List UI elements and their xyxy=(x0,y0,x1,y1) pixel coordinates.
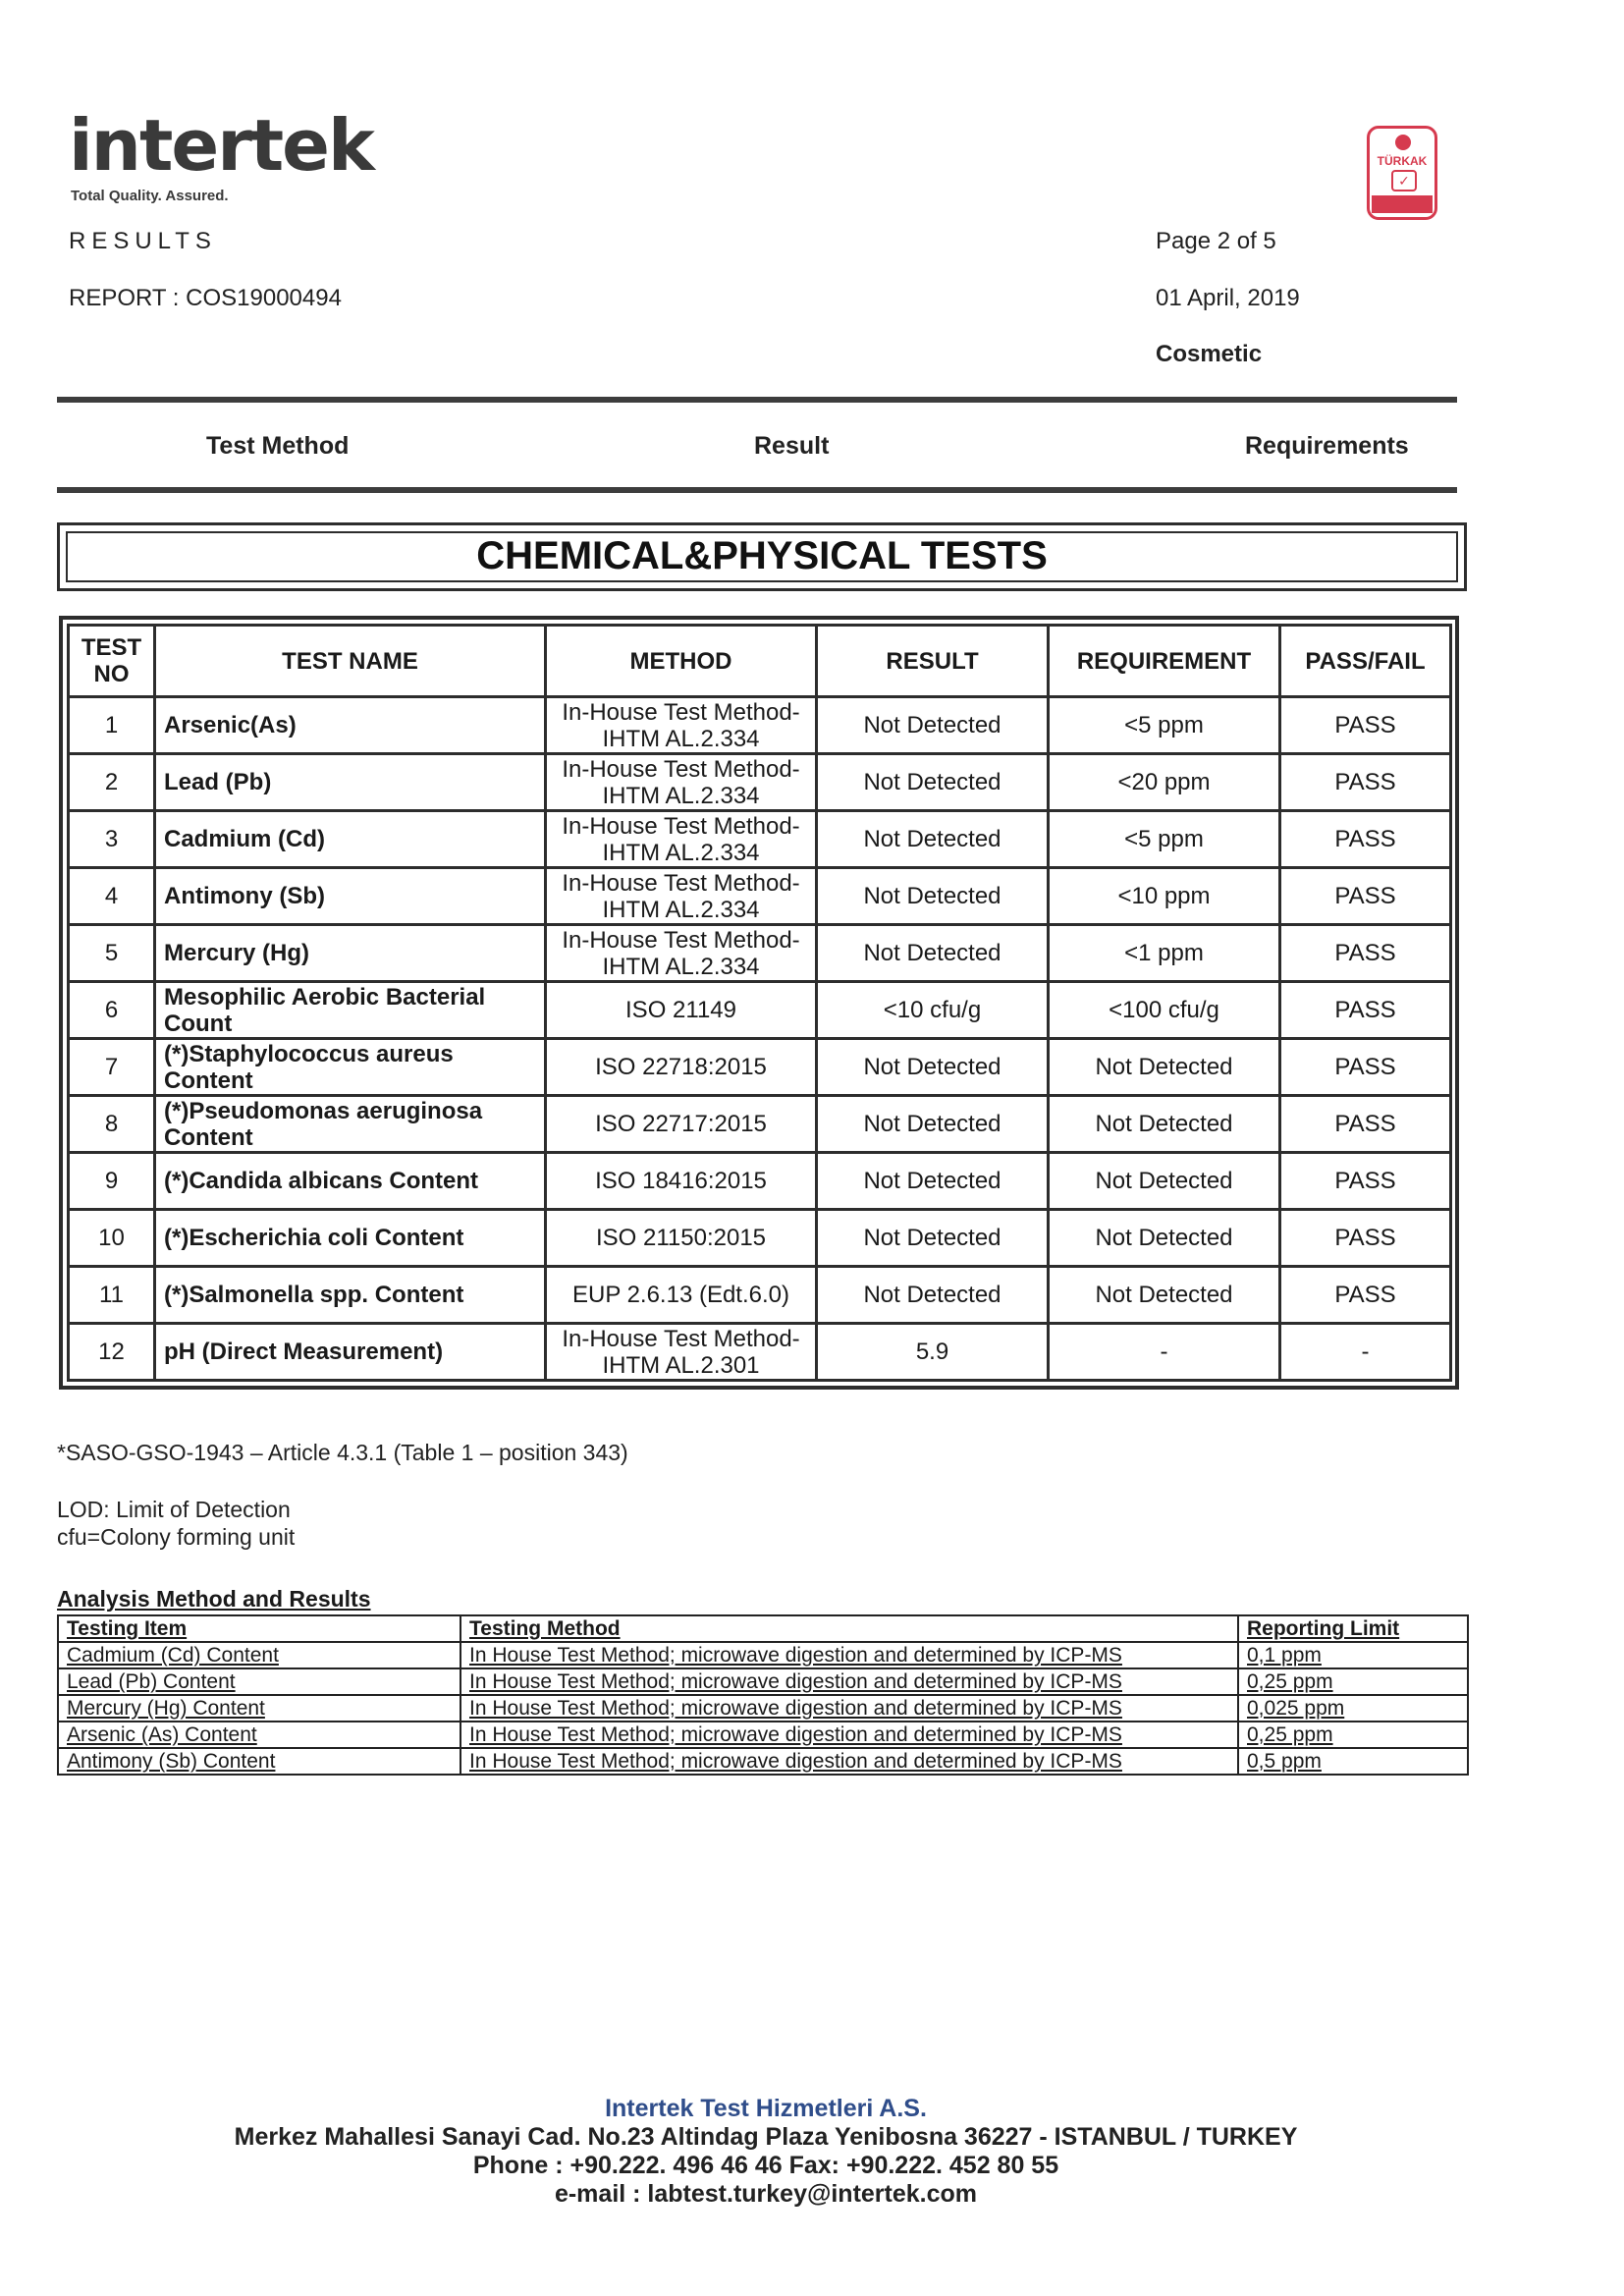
table-row xyxy=(69,1039,1451,1096)
test-no: 8 xyxy=(69,1096,155,1153)
testing-method: In House Test Method; microwave digestion and determined by ICP-MS xyxy=(460,1642,1238,1668)
test-name: Lead (Pb) xyxy=(155,754,546,811)
header-pass-fail: PASS/FAIL xyxy=(1280,626,1451,697)
col-head-test-method: Test Method xyxy=(206,432,350,460)
testing-item: Mercury (Hg) Content xyxy=(58,1695,460,1722)
header-testing-method: Testing Method xyxy=(460,1615,1238,1642)
header-result: RESULT xyxy=(817,626,1049,697)
test-result: Not Detected xyxy=(817,925,1049,982)
results-table xyxy=(67,624,1452,1382)
reporting-limit: 0,5 ppm xyxy=(1238,1748,1468,1775)
testing-item: Lead (Pb) Content xyxy=(58,1668,460,1695)
analysis-table xyxy=(57,1614,1469,1776)
test-pass-fail: PASS xyxy=(1280,925,1451,982)
results-table-frame xyxy=(59,616,1459,1390)
page-indicator: Page 2 of 5 xyxy=(1156,228,1276,254)
crescent-icon xyxy=(1395,135,1411,150)
reporting-limit: 0,25 ppm xyxy=(1238,1722,1468,1748)
reporting-limit: 0,1 ppm xyxy=(1238,1642,1468,1668)
table-row xyxy=(69,925,1451,982)
header-requirement: REQUIREMENT xyxy=(1049,626,1280,697)
table-row xyxy=(58,1748,1468,1775)
test-name: Arsenic(As) xyxy=(155,697,546,754)
footer-company: Intertek Test Hizmetleri A.S. xyxy=(605,2095,927,2122)
accreditation-mark xyxy=(1367,126,1437,220)
test-no: 11 xyxy=(69,1267,155,1324)
table-row xyxy=(69,754,1451,811)
report-category: Cosmetic xyxy=(1156,341,1263,367)
test-no: 10 xyxy=(69,1210,155,1267)
test-method: In-House Test Method-IHTM AL.2.334 xyxy=(546,697,817,754)
table-row xyxy=(69,1267,1451,1324)
table-row xyxy=(58,1722,1468,1748)
test-method: In-House Test Method-IHTM AL.2.334 xyxy=(546,754,817,811)
test-name: (*)Candida albicans Content xyxy=(155,1153,546,1210)
test-pass-fail: PASS xyxy=(1280,982,1451,1039)
test-name: (*)Staphylococcus aureus Content xyxy=(155,1039,546,1096)
footer-email[interactable]: e-mail : labtest.turkey@intertek.com xyxy=(554,2180,978,2208)
table-row xyxy=(58,1695,1468,1722)
header-method: METHOD xyxy=(546,626,817,697)
table-row xyxy=(69,1324,1451,1381)
test-result: Not Detected xyxy=(817,1210,1049,1267)
header-divider-bottom xyxy=(57,487,1457,493)
logo-tagline: Total Quality. Assured. xyxy=(71,188,229,204)
test-requirement: Not Detected xyxy=(1049,1210,1280,1267)
testing-method: In House Test Method; microwave digestion and determined by ICP-MS xyxy=(460,1668,1238,1695)
test-requirement: Not Detected xyxy=(1049,1096,1280,1153)
test-name: pH (Direct Measurement) xyxy=(155,1324,546,1381)
test-requirement: <1 ppm xyxy=(1049,925,1280,982)
test-no: 6 xyxy=(69,982,155,1039)
header-test-name: TEST NAME xyxy=(155,626,546,697)
accreditation-name: TÜRKAK xyxy=(1377,154,1428,168)
test-name: Cadmium (Cd) xyxy=(155,811,546,868)
test-result: Not Detected xyxy=(817,1039,1049,1096)
test-no: 3 xyxy=(69,811,155,868)
test-method: In-House Test Method-IHTM AL.2.301 xyxy=(546,1324,817,1381)
test-pass-fail: PASS xyxy=(1280,754,1451,811)
test-method: In-House Test Method-IHTM AL.2.334 xyxy=(546,925,817,982)
test-no: 1 xyxy=(69,697,155,754)
testing-item: Arsenic (As) Content xyxy=(58,1722,460,1748)
testing-item: Antimony (Sb) Content xyxy=(58,1748,460,1775)
table-row xyxy=(69,1096,1451,1153)
header-test-no: TEST NO xyxy=(69,626,155,697)
test-result: Not Detected xyxy=(817,811,1049,868)
testing-item: Cadmium (Cd) Content xyxy=(58,1642,460,1668)
test-requirement: Not Detected xyxy=(1049,1039,1280,1096)
test-requirement: <5 ppm xyxy=(1049,811,1280,868)
lod-note: LOD: Limit of Detection xyxy=(57,1497,291,1522)
test-result: Not Detected xyxy=(817,1267,1049,1324)
test-requirement: Not Detected xyxy=(1049,1153,1280,1210)
table-row xyxy=(69,811,1451,868)
test-method: EUP 2.6.13 (Edt.6.0) xyxy=(546,1267,817,1324)
test-pass-fail: PASS xyxy=(1280,697,1451,754)
test-pass-fail: PASS xyxy=(1280,811,1451,868)
test-pass-fail: PASS xyxy=(1280,1210,1451,1267)
test-result: Not Detected xyxy=(817,697,1049,754)
test-pass-fail: PASS xyxy=(1280,1039,1451,1096)
cfu-note: cfu=Colony forming unit xyxy=(57,1524,296,1550)
table-row xyxy=(58,1668,1468,1695)
header-divider-top xyxy=(57,397,1457,403)
test-pass-fail: PASS xyxy=(1280,868,1451,925)
table-row xyxy=(69,982,1451,1039)
test-result: Not Detected xyxy=(817,1153,1049,1210)
reporting-limit: 0,025 ppm xyxy=(1238,1695,1468,1722)
analysis-header-row xyxy=(58,1615,1468,1642)
footer-phone: Phone : +90.222. 496 46 46 Fax: +90.222. 452 80 55 xyxy=(472,2152,1059,2179)
test-method: ISO 18416:2015 xyxy=(546,1153,817,1210)
section-title: CHEMICAL&PHYSICAL TESTS xyxy=(66,531,1458,582)
check-icon: ✓ xyxy=(1391,170,1417,191)
test-requirement: - xyxy=(1049,1324,1280,1381)
table-row xyxy=(69,697,1451,754)
testing-method: In House Test Method; microwave digestion and determined by ICP-MS xyxy=(460,1695,1238,1722)
test-no: 12 xyxy=(69,1324,155,1381)
test-method: In-House Test Method-IHTM AL.2.334 xyxy=(546,811,817,868)
col-head-requirements: Requirements xyxy=(1245,432,1409,460)
testing-method: In House Test Method; microwave digestion and determined by ICP-MS xyxy=(460,1722,1238,1748)
test-result: <10 cfu/g xyxy=(817,982,1049,1039)
testing-method: In House Test Method; microwave digestion and determined by ICP-MS xyxy=(460,1748,1238,1775)
accreditation-bar xyxy=(1372,195,1433,213)
test-pass-fail: - xyxy=(1280,1324,1451,1381)
test-requirement: <10 ppm xyxy=(1049,868,1280,925)
test-no: 2 xyxy=(69,754,155,811)
header-reporting-limit: Reporting Limit xyxy=(1238,1615,1468,1642)
test-method: ISO 21149 xyxy=(546,982,817,1039)
intertek-logo: intertek xyxy=(69,104,373,187)
reporting-limit: 0,25 ppm xyxy=(1238,1668,1468,1695)
test-pass-fail: PASS xyxy=(1280,1267,1451,1324)
section-banner xyxy=(57,522,1467,591)
test-pass-fail: PASS xyxy=(1280,1153,1451,1210)
footer-address: Merkez Mahallesi Sanayi Cad. No.23 Altindag Plaza Yenibosna 36227 - ISTANBUL / TURKEY xyxy=(234,2123,1298,2151)
test-name: (*)Escherichia coli Content xyxy=(155,1210,546,1267)
test-method: ISO 22718:2015 xyxy=(546,1039,817,1096)
table-row xyxy=(58,1642,1468,1668)
test-name: (*)Pseudomonas aeruginosa Content xyxy=(155,1096,546,1153)
test-no: 4 xyxy=(69,868,155,925)
test-method: In-House Test Method-IHTM AL.2.334 xyxy=(546,868,817,925)
test-no: 7 xyxy=(69,1039,155,1096)
test-name: (*)Salmonella spp. Content xyxy=(155,1267,546,1324)
header-testing-item: Testing Item xyxy=(58,1615,460,1642)
results-table-header xyxy=(69,626,1451,697)
table-row xyxy=(69,1153,1451,1210)
table-row xyxy=(69,1210,1451,1267)
report-date: 01 April, 2019 xyxy=(1156,285,1300,311)
test-name: Antimony (Sb) xyxy=(155,868,546,925)
report-number: REPORT : COS19000494 xyxy=(69,285,342,311)
test-name: Mesophilic Aerobic Bacterial Count xyxy=(155,982,546,1039)
col-head-result: Result xyxy=(754,432,830,460)
results-heading: RESULTS xyxy=(69,228,217,254)
test-no: 5 xyxy=(69,925,155,982)
test-pass-fail: PASS xyxy=(1280,1096,1451,1153)
analysis-title: Analysis Method and Results xyxy=(57,1586,371,1612)
standard-reference: *SASO-GSO-1943 – Article 4.3.1 (Table 1 – position 343) xyxy=(57,1440,628,1465)
test-requirement: <20 ppm xyxy=(1049,754,1280,811)
test-no: 9 xyxy=(69,1153,155,1210)
test-result: Not Detected xyxy=(817,868,1049,925)
table-row xyxy=(69,868,1451,925)
test-requirement: <100 cfu/g xyxy=(1049,982,1280,1039)
test-name: Mercury (Hg) xyxy=(155,925,546,982)
test-result: 5.9 xyxy=(817,1324,1049,1381)
test-result: Not Detected xyxy=(817,1096,1049,1153)
test-result: Not Detected xyxy=(817,754,1049,811)
test-method: ISO 22717:2015 xyxy=(546,1096,817,1153)
test-requirement: <5 ppm xyxy=(1049,697,1280,754)
test-requirement: Not Detected xyxy=(1049,1267,1280,1324)
test-method: ISO 21150:2015 xyxy=(546,1210,817,1267)
